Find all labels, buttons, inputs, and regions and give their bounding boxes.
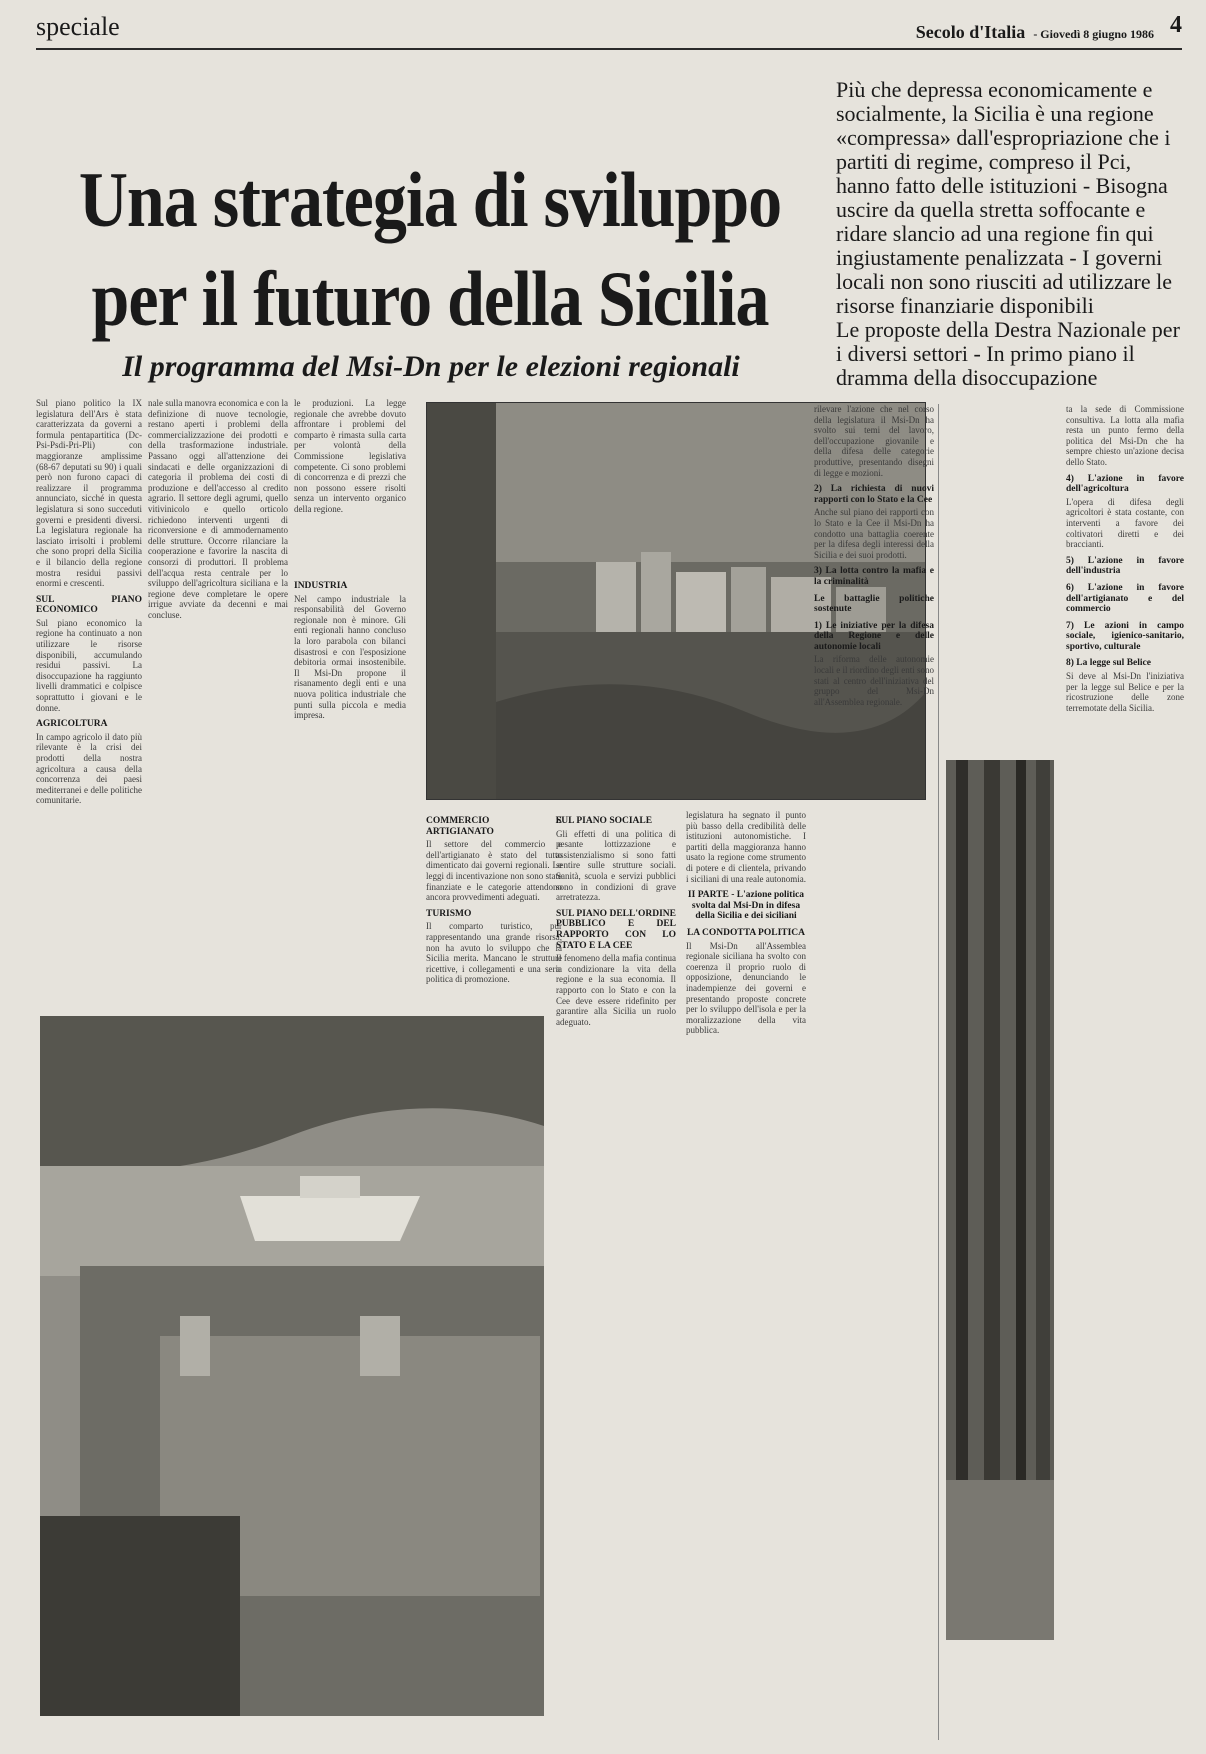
deck-paragraph-1: Più che depressa economicamente e socialmente, la Sicilia è una regione «compressa» dall'espropriazione che i partiti di regime, compreso il Pci, hanno fatto delle istituzioni - Bisogna uscire da quella stretta soffocante e ridare slancio ad una regione fin qui ingiustamente penalizzata - I governi locali non sono riusciti ad utilizzare le risorse finanziarie disponibili: [836, 77, 1173, 318]
column-1: [36, 398, 142, 1003]
deck: [836, 78, 1186, 390]
body-paragraph: Sul piano economico la regione ha continuato a non utilizzare le risorse disponibili, accumulando residui passivi. La disoccupazione ha raggiunto livelli drammatici e colpisce soprattutto i giovani e le donne.: [36, 617, 142, 713]
body-paragraph: Il comparto turistico, pur rappresentando una grande risorsa, non ha avuto lo sviluppo che la Sicilia merita. Mancano le strutture ricettive, i collegamenti e una seria politica di promozione.: [426, 921, 562, 985]
section-heading: II PARTE - L'azione politica svolta dal Msi-Dn in difesa della Sicilia e dei siciliani: [687, 890, 805, 922]
column-5: [556, 810, 676, 1740]
body-paragraph: Si deve al Msi-Dn l'iniziativa per la legge sul Belice e per la ricostruzione delle zone terremotate della Sicilia.: [1066, 671, 1184, 713]
column-2: [148, 398, 288, 1003]
harbor-ship-photo: [40, 1016, 544, 1716]
body-paragraph: L'opera di difesa degli agricoltori è stata costante, con interventi a favore dei coltivatori diretti e dei braccianti.: [1066, 496, 1184, 550]
body-paragraph: Anche sul piano dei rapporti con lo Stato e la Cee il Msi-Dn ha condotto una battaglia coerente per la difesa degli interessi della Sicilia e dei suoi prodotti.: [814, 507, 934, 560]
headline-line-2: per il futuro della Sicilia: [91, 254, 769, 343]
column-6: [686, 810, 806, 1740]
masthead: [916, 22, 1154, 43]
section-heading: 1) Le iniziative per la difesa della Regione e delle autonomie locali: [814, 620, 934, 652]
column-4: [426, 810, 562, 1005]
column-3: [294, 575, 406, 1003]
column-8: [1066, 404, 1184, 1739]
trees-photo: [946, 760, 1054, 1640]
section-heading: 2) La richiesta di nuovi rapporti con lo Stato e la Cee: [814, 484, 934, 505]
section-heading: SUL PIANO SOCIALE: [556, 816, 653, 826]
headline-line-1: Una strategia di sviluppo: [78, 155, 782, 244]
headline: [60, 150, 800, 348]
body-paragraph: La riforma delle autonomie locali e il riordino degli enti sono stati al centro dell'iniziativa del gruppo del Msi-Dn all'Assemblea regionale.: [814, 654, 934, 707]
body-paragraph: Gli effetti di una politica di pesante lottizzazione e assistenzialismo si sono fatti sentire sulle strutture sociali. Sanità, scuola e servizi pubblici sono in condizioni di grave arretratezza.: [556, 828, 676, 903]
body-paragraph: legislatura ha segnato il punto più basso della credibilità delle istituzioni autonomistiche. I partiti della maggioranza hanno usato la regione come strumento di potere e di clientela, privando i siciliani di una reale autonomia.: [686, 810, 806, 884]
section-heading: LA CONDOTTA POLITICA: [686, 927, 806, 938]
section-heading: 3) La lotta contro la mafia e la criminalità: [814, 566, 934, 587]
section-heading: 6) L'azione in favore dell'artigianato e del commercio: [1066, 582, 1184, 615]
section-heading: COMMERCIO E ARTIGIANATO: [426, 816, 562, 837]
section-heading: 7) Le azioni in campo sociale, igienico-sanitario, sportivo, culturale: [1066, 620, 1184, 652]
column-7: [814, 404, 934, 1739]
issue-date: - Giovedì 8 giugno 1986: [1033, 27, 1154, 41]
column-rule: [938, 404, 939, 1740]
section-heading: AGRICOLTURA: [36, 719, 108, 730]
section-heading: INDUSTRIA: [294, 581, 348, 591]
subheadline: Il programma del Msi-Dn per le elezioni regionali: [122, 350, 740, 383]
section-heading: SUL PIANO DELL'ORDINE PUBBLICO E DEL RAPPORTO CON LO STATO E LA CEE: [556, 908, 676, 951]
section-heading: 5) L'azione in favore dell'industria: [1066, 555, 1184, 577]
section-heading: TURISMO: [426, 908, 472, 919]
section-heading: SUL PIANO ECONOMICO: [36, 594, 142, 616]
section-label: speciale: [36, 12, 120, 41]
body-paragraph: Il fenomeno della mafia continua a condizionare la vita della regione e la sua economia. Il rapporto con lo Stato e con la Cee deve essere ridefinito per garantire alla Sicilia un ruolo adeguato.: [556, 953, 676, 1027]
body-paragraph: rilevare l'azione che nel corso della legislatura il Msi-Dn ha svolto sui temi del lavoro, dell'occupazione giovanile e della difesa delle categorie produttive, presentando disegni di legge e mozioni.: [814, 404, 934, 478]
deck-paragraph-2: Le proposte della Destra Nazionale per i diversi settori - In primo piano il dramma della disoccupazione: [836, 317, 1180, 390]
body-paragraph: In campo agricolo il dato più rilevante è la crisi dei prodotti della nostra agricoltura a causa della concorrenza dei paesi mediterranei e delle politiche comunitarie.: [36, 731, 142, 806]
body-paragraph: Nel campo industriale la responsabilità del Governo regionale non è minore. Gli enti regionali hanno concluso la loro parabola con bilanci disastrosi e con l'esposizione debitoria ormai insostenibile. Il Msi-Dn propone il risanamento degli enti e una nuova politica industriale che punti sulla piccola e media impresa.: [294, 593, 406, 721]
section-heading: 4) L'azione in favore dell'agricoltura: [1066, 473, 1184, 495]
column-3-top: [294, 398, 406, 563]
body-paragraph: Sul piano politico la IX legislatura dell'Ars è stata caratterizzata da governi a formula pentapartitica (Dc-Psi-Psdi-Pri-Pli) con maggioranze amplissime (68-67 deputati su 90) i quali però non furono capaci di realizzare il programma annunciato, sicché in questa legislatura si sono succeduti governi e presidenti diversi. La legislatura regionale ha lasciato irrisolti i problemi che sono propri della Sicilia e il bilancio della regione mostra residui passivi enormi e crescenti.: [36, 398, 142, 589]
body-paragraph: ta la sede di Commissione consultiva. La lotta alla mafia resta un punto fermo della politica del Msi-Dn che ha sempre chiesto un'azione decisa dello Stato.: [1066, 404, 1184, 467]
body-paragraph: le produzioni. La legge regionale che avrebbe dovuto affrontare i problemi del comparto è rimasta sulla carta per volontà della Commissione legislativa competente. Ci sono problemi di concorrenza e di prezzi che non possono essere risolti senza un intervento organico della regione.: [294, 398, 406, 514]
section-heading: 8) La legge sul Belice: [1066, 658, 1151, 669]
body-paragraph: nale sulla manovra economica e con la definizione di nuove tecnologie, restano aperti i problemi della commercializzazione dei prodotti e della trasformazione industriale. Passano oggi all'attenzione dei sindacati e delle organizzazioni di categoria il problema dei costi di produzione e dell'accesso al credito agrario. Il settore degli agrumi, quello vitivinicolo e quello orticolo richiedono interventi urgenti di riconversione e di ammodernamento delle strutture. Occorre rilanciare la cooperazione e favorire la nascita di consorzi di produttori. Il problema dell'acqua resta centrale per lo sviluppo dell'agricoltura siciliana e la regione deve completare le opere irrigue avviate da decenni e mai concluse.: [148, 398, 288, 620]
section-heading: Le battaglie politiche sostenute: [814, 593, 934, 615]
masthead-name: Secolo d'Italia: [915, 22, 1026, 42]
page-number: 4: [1170, 12, 1182, 38]
body-paragraph: Il Msi-Dn all'Assemblea regionale siciliana ha svolto con coerenza il proprio ruolo di opposizione, denunciando le inadempienze dei governi e presentando proposte concrete per lo sviluppo dell'isola e per la moralizzazione della vita pubblica.: [686, 940, 806, 1036]
body-paragraph: Il settore del commercio e dell'artigianato è stato del tutto dimenticato dai governi regionali. Le leggi di incentivazione non sono state finanziate e le categorie attendono ancora provvedimenti adeguati.: [426, 839, 562, 903]
page-header: [36, 8, 1182, 50]
